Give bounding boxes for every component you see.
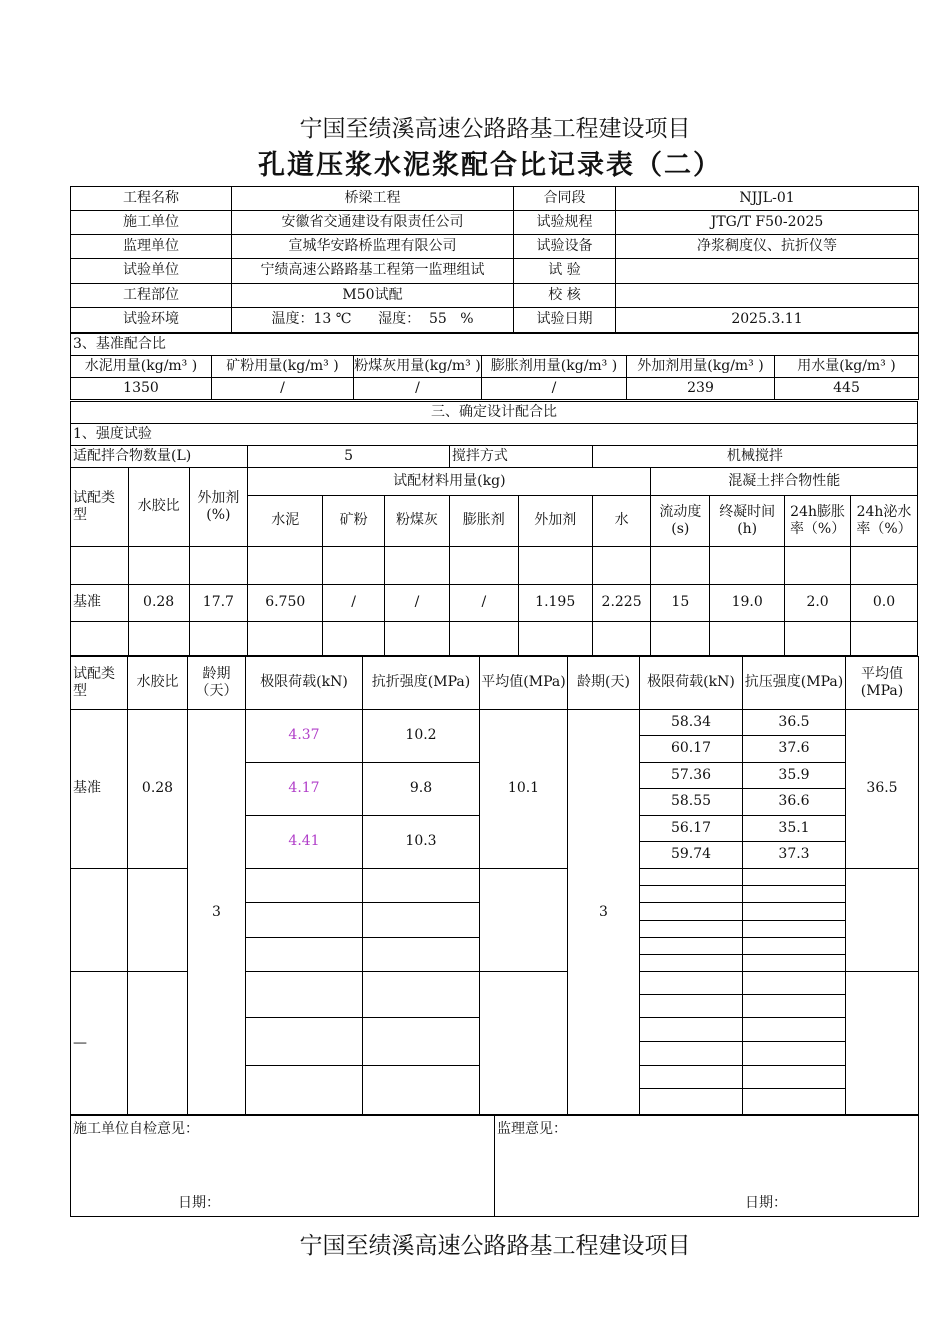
base-mix-value: / [482,378,627,400]
part-value: M50试配 [232,284,514,308]
row-admix-pct: 17.7 [189,585,248,622]
flex-load: 4.17 [246,763,363,816]
comp-avg: 36.5 [846,710,919,869]
material-header: 水 [592,496,651,547]
contractor-value: 安徽省交通建设有限责任公司 [232,211,514,235]
row-perf: 2.0 [785,585,851,622]
material-header: 水泥 [248,496,323,547]
base-mix-table [70,333,919,400]
base-mix-header: 膨胀剂用量(kg/m³ ) [482,356,627,378]
contract-value: NJJL-01 [616,187,919,211]
contractor-date-label: 日期： [178,1195,220,1211]
material-header: 外加剂 [518,496,592,547]
comp-load: 59.74 [640,842,743,869]
row-material: / [385,585,450,622]
st-age2: 3 [568,710,640,1116]
comp-strength: 35.1 [743,816,846,842]
material-header: 粉煤灰 [385,496,450,547]
equipment-value: 净浆稠度仪、抗折仪等 [616,235,919,259]
row-type: 基准 [71,585,129,622]
supervisor-value: 宣城华安路桥监理有限公司 [232,235,514,259]
date-label: 试验日期 [514,308,616,333]
flex-load: 4.37 [246,710,363,763]
supervisor-opinion [495,1115,919,1217]
comp-strength: 36.5 [743,710,846,736]
mix-method-label: 搅拌方式 [449,446,592,468]
base-mix-value: 445 [775,378,919,400]
comp-load: 57.36 [640,763,743,789]
sh-flex-strength: 抗折强度(MPa) [363,657,480,710]
equipment-label: 试验设备 [514,235,616,259]
comp-strength: 35.9 [743,763,846,789]
col-admix-pct: 外加剂(%) [189,468,248,547]
flex-strength: 9.8 [363,763,480,816]
row-material: / [449,585,518,622]
batch-value: 5 [248,446,450,468]
row-wb: 0.28 [128,585,189,622]
row-material: 1.195 [518,585,592,622]
contractor-label: 施工单位 [71,211,232,235]
comp-load: 58.55 [640,789,743,816]
checker-label: 校 核 [514,284,616,308]
flex-avg: 10.1 [480,710,568,869]
sh-flex-load: 极限荷载(kN) [246,657,363,710]
material-group: 试配材料用量(kg) [248,468,651,496]
info-table [70,186,919,333]
flex-load: 4.41 [246,816,363,869]
perf-header: 终凝时间(h) [710,496,785,547]
base-mix-value: 1350 [71,378,212,400]
lab-label: 试验单位 [71,259,232,284]
st-age: 3 [188,710,246,1116]
contract-label: 合同段 [514,187,616,211]
checker-value [616,284,919,308]
base-mix-header: 外加剂用量(kg/m³ ) [627,356,775,378]
base-mix-heading: 3、基准配合比 [71,334,919,356]
batch-label: 适配拌合物数量(L) [71,446,248,468]
supervisor-opinion-label: 监理意见： [497,1121,567,1137]
perf-header: 24h膨胀率（%） [785,496,851,547]
row-material: 2.225 [592,585,651,622]
signoff-table [70,1114,919,1217]
base-mix-header: 用水量(kg/m³ ) [775,356,919,378]
base-mix-header: 粉煤灰用量(kg/m³ ) [354,356,482,378]
base-mix-header: 矿粉用量(kg/m³ ) [212,356,354,378]
col-type: 试配类型 [71,468,129,547]
supervisor-date-label: 日期： [745,1195,787,1211]
row-material: 6.750 [248,585,323,622]
contractor-opinion-label: 施工单位自检意见： [73,1121,199,1137]
sh-comp-load: 极限荷载(kN) [640,657,743,710]
base-mix-value: / [212,378,354,400]
strength-heading: 1、强度试验 [71,424,918,446]
st-wb: 0.28 [128,710,188,869]
tester-value [616,259,919,284]
material-header: 矿粉 [323,496,385,547]
footer-project-title: 宁国至绩溪高速公路路基工程建设项目 [299,1233,691,1259]
base-mix-header: 水泥用量(kg/m³ ) [71,356,212,378]
comp-load: 56.17 [640,816,743,842]
perf-header: 24h泌水率（%） [851,496,918,547]
row-perf: 0.0 [851,585,918,622]
row-material: / [323,585,385,622]
sh-type: 试配类型 [71,657,128,710]
base-mix-value: / [354,378,482,400]
env-label: 试验环境 [71,308,232,333]
spec-value: JTG/T F50-2025 [616,211,919,235]
sh-comp-avg: 平均值(MPa) [846,657,919,710]
base-mix-value: 239 [627,378,775,400]
project-title: 宁国至绩溪高速公路路基工程建设项目 [299,116,691,142]
design-heading: 三、确定设计配合比 [71,402,918,424]
project-name-value: 桥梁工程 [232,187,514,211]
row-perf: 19.0 [710,585,785,622]
sh-age: 龄期（天） [188,657,246,710]
flex-strength: 10.2 [363,710,480,763]
strength-table [70,656,919,1116]
comp-load: 60.17 [640,736,743,763]
spec-label: 试验规程 [514,211,616,235]
design-mix-table [70,401,918,656]
tester-label: 试 验 [514,259,616,284]
lab-value: 宁绩高速公路路基工程第一监理组试 [232,259,514,284]
comp-load: 58.34 [640,710,743,736]
st-type: 基准 [71,710,128,869]
comp-strength: 37.3 [743,842,846,869]
perf-header: 流动度(s) [651,496,710,547]
flex-strength: 10.3 [363,816,480,869]
dash-mark: — [71,972,128,1116]
part-label: 工程部位 [71,284,232,308]
supervisor-label: 监理单位 [71,235,232,259]
sh-flex-avg: 平均值(MPa) [480,657,568,710]
comp-strength: 37.6 [743,736,846,763]
material-header: 膨胀剂 [449,496,518,547]
sh-wb: 水胶比 [128,657,188,710]
env-value: 温度：13 ℃ 湿度： 55 % [232,308,514,333]
row-perf: 15 [651,585,710,622]
performance-group: 混凝土拌合物性能 [651,468,918,496]
sh-age2: 龄期(天) [568,657,640,710]
col-wb: 水胶比 [128,468,189,547]
contractor-opinion [71,1115,495,1217]
comp-strength: 36.6 [743,789,846,816]
project-name-label: 工程名称 [71,187,232,211]
form-title: 孔道压浆水泥浆配合比记录表（二） [258,150,722,181]
date-value: 2025.3.11 [616,308,919,333]
mix-method-value: 机械搅拌 [592,446,917,468]
sh-comp-strength: 抗压强度(MPa) [743,657,846,710]
